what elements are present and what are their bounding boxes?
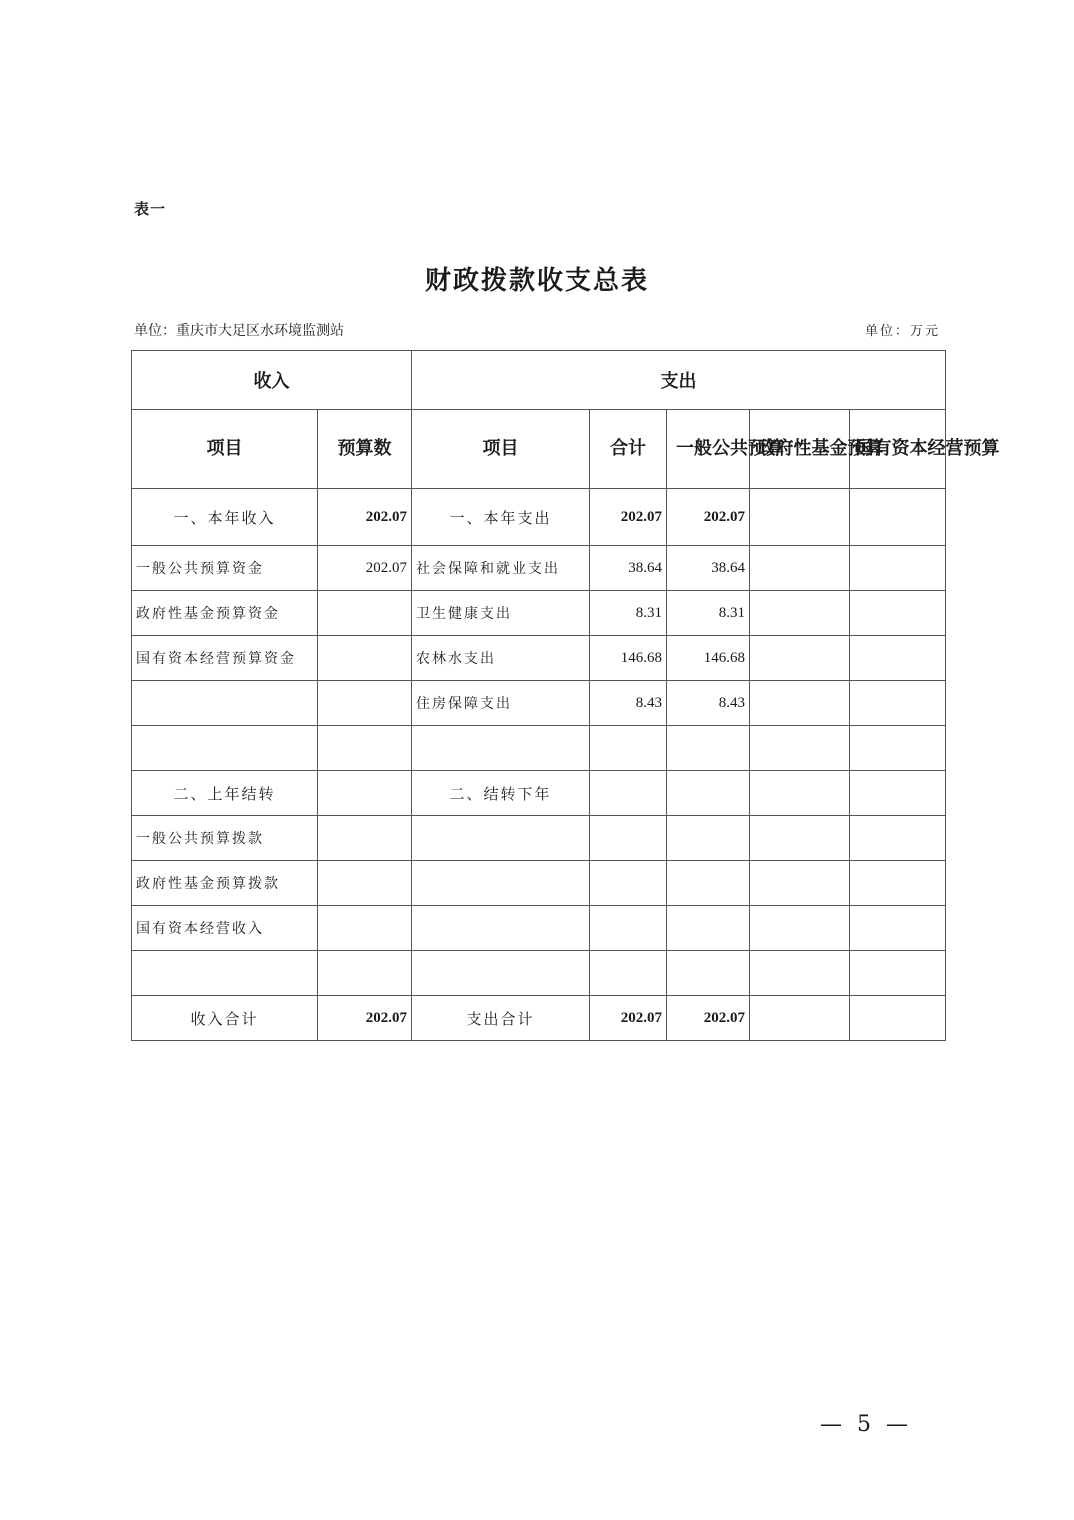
expense-general-cell: 38.64 [667,546,750,591]
expense-state-cell [850,546,946,591]
expense-general-total-value: 202.07 [667,996,750,1041]
expense-fund-cell [750,771,850,816]
expense-total-cell: 8.31 [590,591,667,636]
expense-item-cell: 一、本年支出 [412,489,590,546]
expense-fund-cell [750,816,850,861]
expense-state-cell [850,489,946,546]
expense-general-cell [667,906,750,951]
income-item-cell [132,681,318,726]
expense-total-cell: 146.68 [590,636,667,681]
expense-state-cell [850,771,946,816]
income-item-cell [132,726,318,771]
income-budget-cell: 202.07 [318,489,412,546]
expense-fund-cell [750,861,850,906]
expense-total-cell [590,906,667,951]
expense-state-header [850,410,1000,489]
expense-item-cell: 社会保障和就业支出 [412,546,590,591]
expense-state-cell [850,816,946,861]
header-row-sub [132,410,946,489]
expense-item-header: 项目 [412,410,590,489]
expense-total-cell: 38.64 [590,546,667,591]
expense-general-cell [667,726,750,771]
expense-header: 支出 [412,351,946,410]
expense-total-cell: 8.43 [590,681,667,726]
expense-item-cell: 二、结转下年 [412,771,590,816]
income-budget-cell [318,816,412,861]
income-item-header: 项目 [132,410,318,489]
expense-fund-total-value [750,996,850,1041]
expense-state-label: 国有资本经营预算 [855,438,1000,459]
expense-general-cell: 202.07 [667,489,750,546]
unit-currency: 单位：万元 [864,324,940,339]
table-row [132,861,946,906]
expense-item-cell: 住房保障支出 [412,681,590,726]
expense-item-cell [412,951,590,996]
expense-total-cell [590,771,667,816]
income-budget-cell [318,726,412,771]
expense-total-value: 202.07 [590,996,667,1041]
expense-general-label: 一般公共预算 [676,438,784,459]
expense-item-cell: 卫生健康支出 [412,591,590,636]
income-item-cell: 一般公共预算资金 [132,546,318,591]
totals-row [132,996,946,1041]
table-row [132,951,946,996]
table-row [132,591,946,636]
expense-fund-cell [750,681,850,726]
income-budget-header: 预算数 [318,410,412,489]
table-row [132,546,946,591]
page-number: — 5 — [820,1412,912,1437]
expense-fund-cell [750,489,850,546]
expense-general-header [667,410,784,489]
expense-item-cell: 农林水支出 [412,636,590,681]
expense-fund-cell [750,906,850,951]
expense-item-cell [412,816,590,861]
expense-fund-cell [750,636,850,681]
expense-state-cell [850,726,946,771]
income-header: 收入 [132,351,412,410]
income-budget-cell [318,636,412,681]
income-item-cell: 二、上年结转 [132,771,318,816]
income-total-value: 202.07 [318,996,412,1041]
income-item-cell: 国有资本经营收入 [132,906,318,951]
table-row [132,681,946,726]
expense-total-label: 支出合计 [412,996,590,1041]
expense-total-cell: 202.07 [590,489,667,546]
table-row [132,816,946,861]
income-budget-cell [318,681,412,726]
income-item-cell [132,951,318,996]
income-item-cell: 一般公共预算拨款 [132,816,318,861]
expense-fund-cell [750,591,850,636]
income-item-cell: 政府性基金预算资金 [132,591,318,636]
income-item-cell: 国有资本经营预算资金 [132,636,318,681]
expense-state-cell [850,951,946,996]
expense-total-cell [590,861,667,906]
expense-general-cell [667,951,750,996]
income-budget-cell [318,861,412,906]
income-budget-cell: 202.07 [318,546,412,591]
income-budget-cell [318,771,412,816]
expense-state-cell [850,861,946,906]
expense-state-cell [850,636,946,681]
expense-total-header: 合计 [590,410,667,489]
expense-general-cell [667,816,750,861]
expense-general-cell: 8.31 [667,591,750,636]
table-row [132,906,946,951]
expense-state-cell [850,906,946,951]
expense-general-cell [667,771,750,816]
table-row [132,726,946,771]
expense-state-cell [850,681,946,726]
income-item-cell: 政府性基金预算拨款 [132,861,318,906]
expense-item-cell [412,906,590,951]
expense-fund-cell [750,951,850,996]
table-row [132,636,946,681]
income-total-label: 收入合计 [132,996,318,1041]
expense-fund-cell [750,546,850,591]
expense-total-cell [590,951,667,996]
expense-general-cell [667,861,750,906]
table-row [132,489,946,546]
expense-general-cell: 8.43 [667,681,750,726]
expense-total-cell [590,726,667,771]
table-label: 表一 [134,200,167,218]
expense-fund-cell [750,726,850,771]
expense-state-cell [850,591,946,636]
fiscal-summary-table [131,350,1000,1041]
page-title: 财政拨款收支总表 [424,266,649,296]
header-row-top [132,351,946,410]
income-budget-cell [318,591,412,636]
unit-organization: 单位：重庆市大足区水环境监测站 [134,323,344,339]
expense-state-total-value [850,996,946,1041]
expense-item-cell [412,726,590,771]
expense-total-cell [590,816,667,861]
table-row [132,771,946,816]
expense-item-cell [412,861,590,906]
expense-fund-header [750,410,884,489]
expense-fund-label: 政府性基金预算 [757,438,884,459]
income-budget-cell [318,906,412,951]
income-budget-cell [318,951,412,996]
income-item-cell: 一、本年收入 [132,489,318,546]
expense-general-cell: 146.68 [667,636,750,681]
